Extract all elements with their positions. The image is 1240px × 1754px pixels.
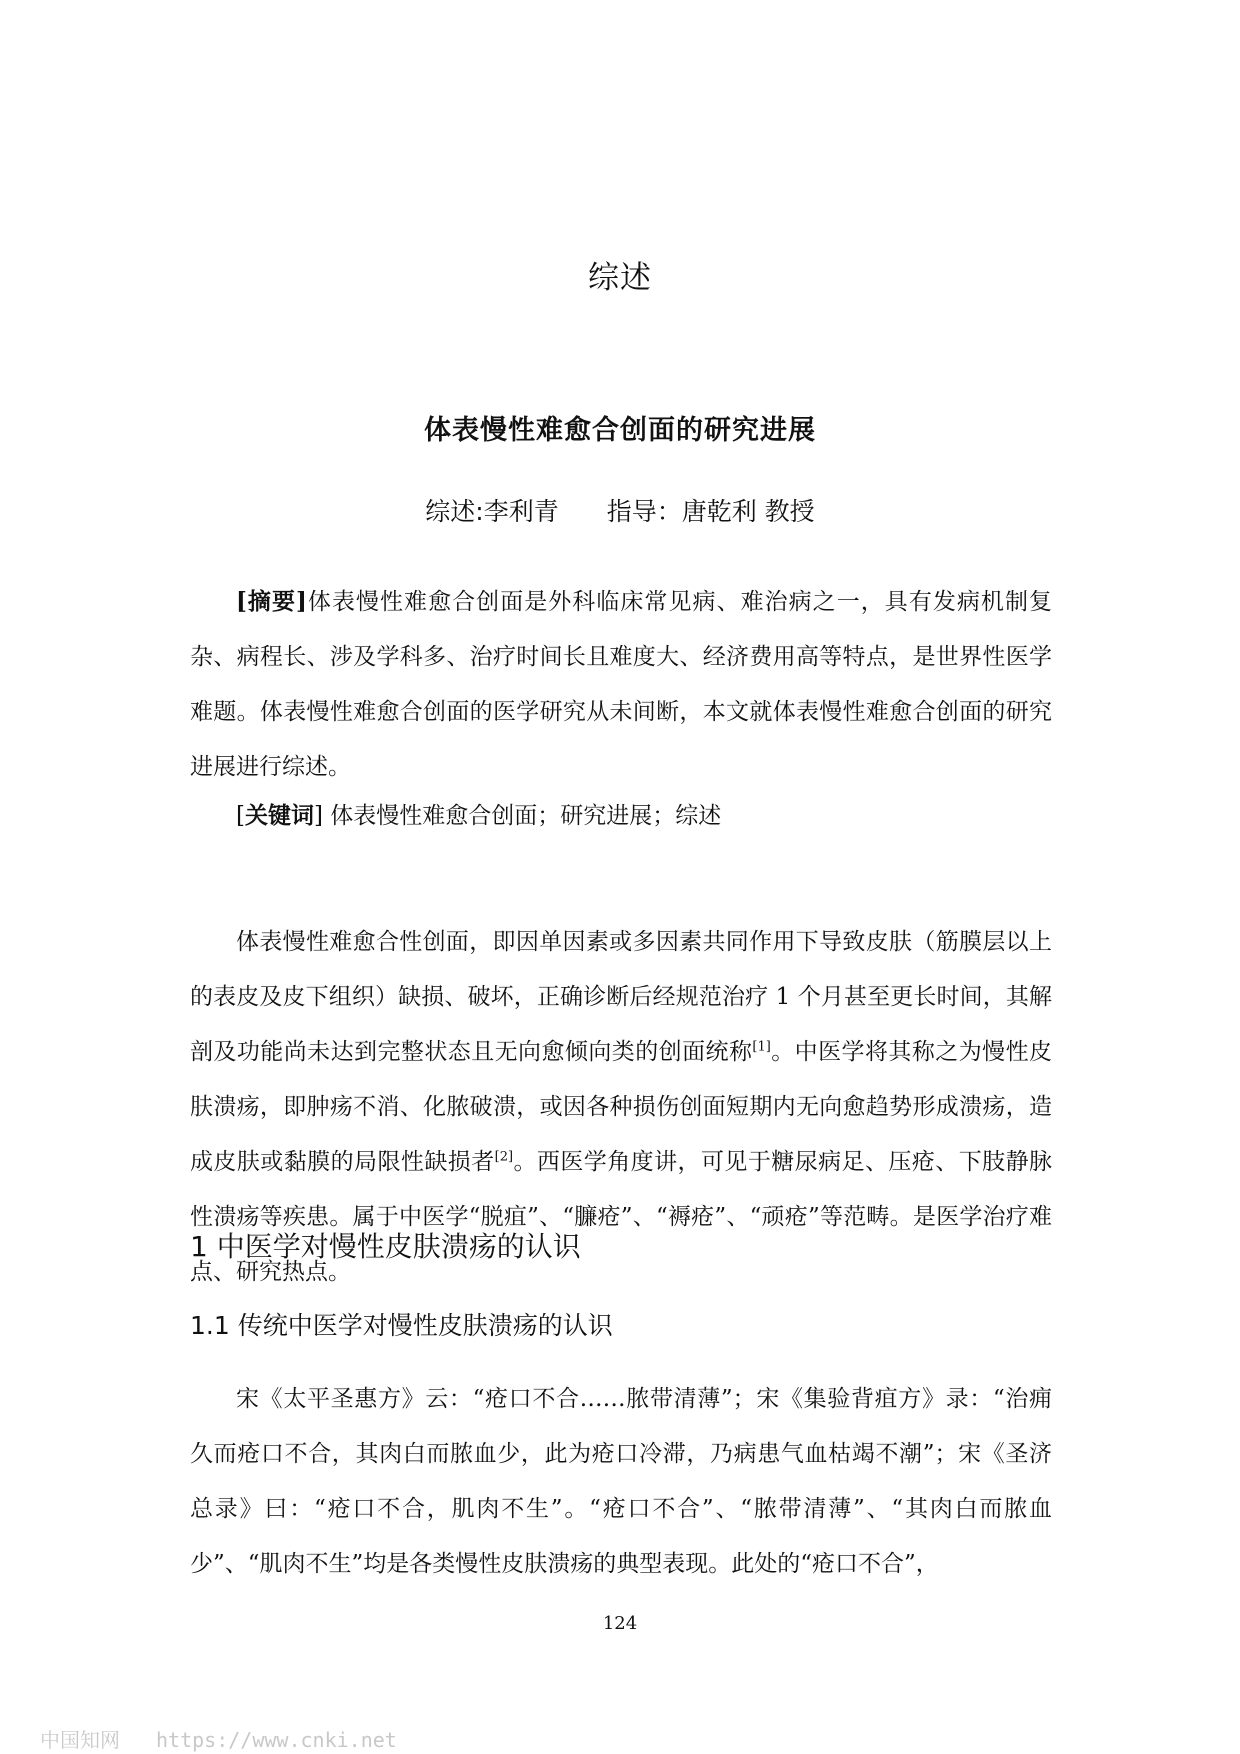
abstract-text: 体表慢性难愈合创面是外科临床常见病、难治病之一，具有发病机制复杂、病程长、涉及学科多、治疗时间长且难度大、经济费用高等特点，是世界性医学难题。体表慢性难愈合创面的医学研究从未间断，本文就体表慢性难愈合创面的研究进展进行综述。 <box>190 589 1053 780</box>
cnki-watermark <box>40 1724 397 1753</box>
keywords-paragraph <box>190 788 1052 844</box>
watermark-url: https://www.cnki.net <box>156 1728 397 1752</box>
subsection-heading-1-1: 1.1 传统中医学对慢性皮肤溃疡的认识 <box>190 1311 613 1340</box>
abstract-paragraph <box>190 574 1052 795</box>
keywords-text: 体表慢性难愈合创面；研究进展；综述 <box>322 803 722 829</box>
classic-texts-paragraph: 宋《太平圣惠方》云：“疮口不合……脓带清薄”；宋《集验背疽方》录：“治痈久而疮口不合，其肉白而脓血少，此为疮口冷滞，乃病患气血枯竭不潮”；宋《圣济总录》曰：“疮口不合，肌肉不生”。“疮口不合”、“脓带清薄”、“其肉白而脓血少”、“肌肉不生”均是各类慢性皮肤溃疡的典型表现。此处的“疮口不合”， <box>190 1386 1052 1577</box>
citation-ref-2[interactable]: [2] <box>494 1149 514 1165</box>
section-label: 综述 <box>588 260 652 296</box>
paper-title: 体表慢性难愈合创面的研究进展 <box>424 415 816 446</box>
abstract-label: [摘要] <box>236 588 307 615</box>
keywords-bracket-open: [ <box>236 803 245 829</box>
intro-text-2: 。中医学将其称之为慢性皮肤溃疡，即肿疡不消、化脓破溃，或因各种损伤创面短期内无向愈趋势形成溃疡，造成皮肤或黏膜的局限性缺损者 <box>190 1039 1053 1175</box>
author-line <box>0 492 1240 528</box>
keywords-bracket-close: ] <box>313 803 323 829</box>
keywords-label: 关键词 <box>244 802 314 829</box>
intro-text-1: 体表慢性难愈合性创面，即因单因素或多因素共同作用下导致皮肤（筋膜层以上的表皮及皮下组织）缺损、破坏，正确诊断后经规范治疗 1 个月甚至更长时间，其解剖及功能尚未达到完整状态且无向愈倾向类的创面统称 <box>190 929 1052 1065</box>
watermark-brand: 中国知网 <box>40 1728 120 1752</box>
advisor-name: 指导：唐乾利 教授 <box>606 497 815 526</box>
intro-text-3: 。西医学角度讲，可见于糖尿病足、压疮、下肢静脉性溃疡等疾患。属于中医学“脱疽”、“臁疮”、“褥疮”、“顽疮”等范畴。是医学治疗难点、研究热点。 <box>190 1149 1053 1285</box>
page-number: 124 <box>602 1613 638 1634</box>
citation-ref-1[interactable]: [1] <box>752 1039 771 1055</box>
section-heading-1: 1 中医学对慢性皮肤溃疡的认识 <box>190 1230 581 1263</box>
reviewer-name: 综述:李利青 <box>425 497 559 526</box>
